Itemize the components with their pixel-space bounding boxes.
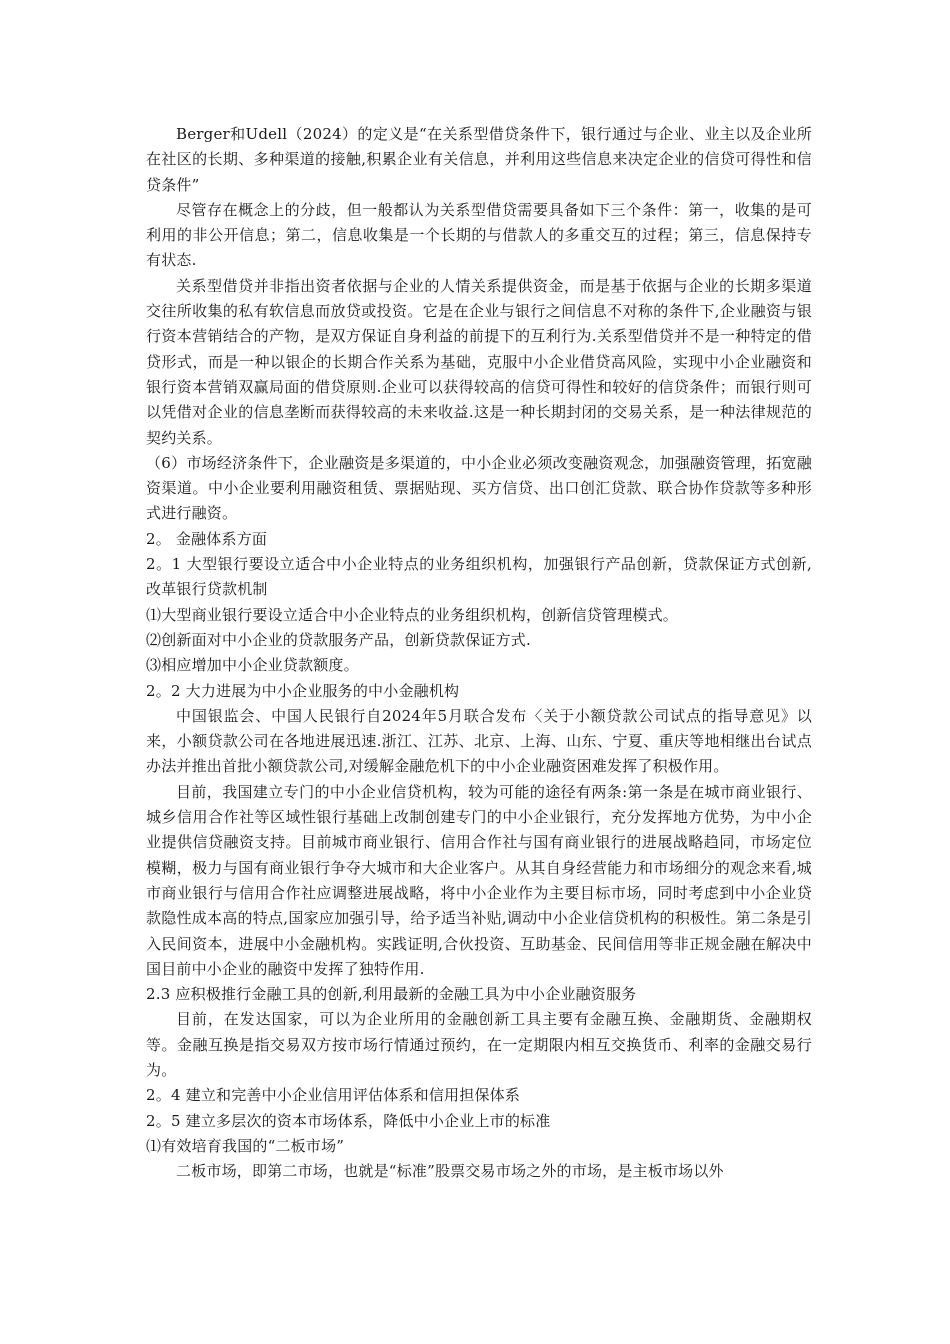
paragraph-sme-credit-institutions: 目前，我国建立专门的中小企业信贷机构，较为可能的途径有两条:第一条是在城市商业银行、城乡信用合作社等区域性银行基础上改制创建专门的中小企业银行，充分发挥地方优势，为中小企业提供信贷融资支持。目前城市商业银行、信用合作社与国有商业银行的进展战略趋同，市场定位模糊，极力与国有商业银行争夺大城市和大企业客户。从其自身经营能力和市场细分的观念来看,城市商业银行与信用合作社应调整进展战略，将中小企业作为主要目标市场，同时考虑到中小企业贷款隐性成本高的特点,国家应加强引导，给予适当补贴,调动中小企业信贷机构的积极性。第二条是引入民间资本，进展中小金融机构。实践证明,合伙投资、互助基金、民间信用等非正规金融在解决中国目前中小企业的融资中发挥了独特作用.	[146, 782, 812, 978]
list-item-3: ⑶相应增加中小企业贷款额度。	[146, 656, 359, 675]
paragraph-relationship-lending-nature: 关系型借贷并非指出资者依据与企业的人情关系提供资金，而是基于依据与企业的长期多渠道交往所收集的私有软信息而放贷或投资。它是在企业与银行之间信息不对称的条件下,企业融资与银行资本营销结合的产物，是双方保证自身利益的前提下的互利行为.关系型借贷并不是一种特定的借贷形式，而是一种以银企的长期合作关系为基础，克服中小企业借贷高风险，实现中小企业融资和银行资本营销双赢局面的借贷原则.企业可以获得较高的信贷可得性和较好的信贷条件；而银行则可以凭借对企业的信息垄断而获得较高的未来收益.这是一种长期封闭的交易关系，是一种法律规范的契约关系。	[146, 276, 812, 447]
paragraph-three-conditions: 尽管存在概念上的分歧，但一般都认为关系型借贷需要具备如下三个条件：第一，收集的是可利用的非公开信息；第二，信息收集是一个长期的与借款人的多重交互的过程；第三，信息保持专有状态.	[146, 200, 812, 270]
section-heading-2-1: 2。1 大型银行要设立适合中小企业特点的业务组织机构，加强银行产品创新，贷款保证方式创新,改革银行贷款机制	[146, 555, 812, 599]
list-item-1: ⑴大型商业银行要设立适合中小企业特点的业务组织机构，创新信贷管理模式。	[146, 605, 679, 624]
paragraph-relationship-lending-definition: Berger和Udell（2024）的定义是“在关系型借贷条件下，银行通过与企业、业主以及企业所在社区的长期、多种渠道的接触,积累企业有关信息，并利用这些信息来决定企业的信贷可得性和信贷条件”	[146, 125, 812, 194]
section-heading-2-5: 2。5 建立多层次的资本市场体系，降低中小企业上市的标准	[146, 1111, 551, 1130]
section-heading-2: 2。 金融体系方面	[146, 529, 268, 548]
paragraph-item-6-financing-channels: （6）市场经济条件下，企业融资是多渠道的，中小企业必须改变融资观念，加强融资管理，拓宽融资渠道。中小企业要利用融资租赁、票据贴现、买方信贷、出口创汇贷款、联合协作贷款等多种形式进行融资。	[146, 453, 812, 523]
section-heading-2-2: 2。2 大力进展为中小企业服务的中小金融机构	[146, 681, 460, 700]
document-page	[146, 122, 812, 1184]
section-heading-2-4: 2。4 建立和完善中小企业信用评估体系和信用担保体系	[146, 1086, 521, 1105]
section-heading-2-3: 2.3 应积极推行金融工具的创新,利用最新的金融工具为中小企业融资服务	[146, 985, 637, 1004]
paragraph-financial-innovation-tools: 目前，在发达国家，可以为企业所用的金融创新工具主要有金融互换、金融期货、金融期权等。金融互换是指交易双方按市场行情通过预约，在一定期限内相互交换货币、利率的金融交易行为。	[146, 1010, 812, 1079]
paragraph-microloan-companies: 中国银监会、中国人民银行自2024年5月联合发布〈关于小额贷款公司试点的指导意见》以来，小额贷款公司在各地进展迅速.浙江、江苏、北京、上海、山东、宁夏、重庆等地相继出台试点办法并推出首批小额贷款公司,对缓解金融危机下的中小企业融资困难发挥了积极作用。	[146, 706, 812, 776]
paragraph-second-board-definition: 二板市场，即第二市场，也就是“标准”股票交易市场之外的市场，是主板市场以外	[176, 1162, 724, 1181]
list-item-second-board-market: ⑴有效培育我国的“二板市场”	[146, 1136, 345, 1155]
list-item-2: ⑵创新面对中小企业的贷款服务产品，创新贷款保证方式.	[146, 630, 531, 649]
